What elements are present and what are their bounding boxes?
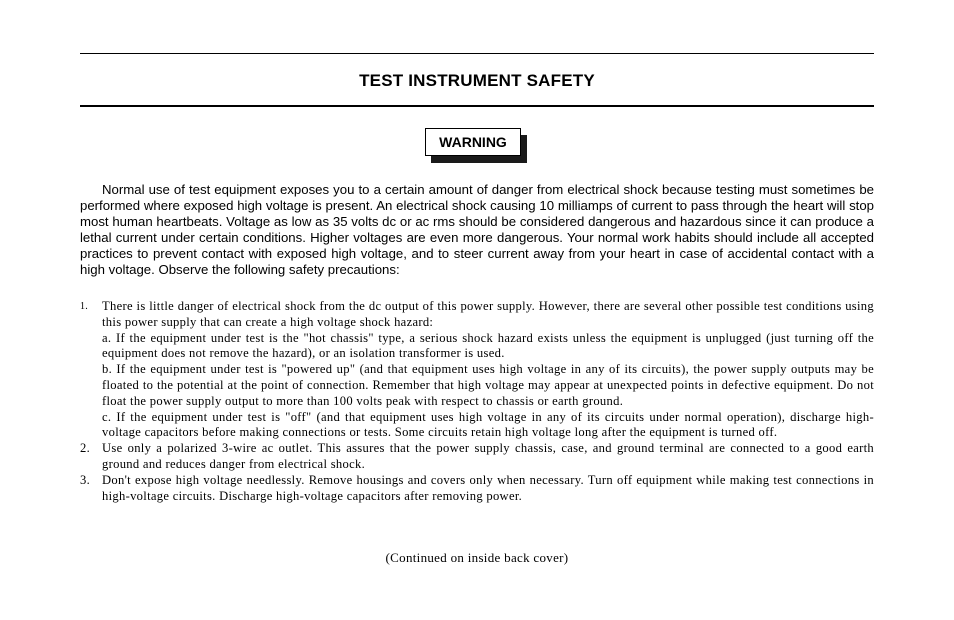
subitem-text: a. If the equipment under test is the "hot chassis" type, a serious shock hazard exists unless the equipment is unplugged (just turning off the equipment does not remove the hazard), or an isolation transformer is used. [102, 330, 874, 361]
item-number: 3. [80, 472, 91, 487]
item-text: Use only a polarized 3-wire ac outlet. This assures that the power supply chassis, case, and ground terminal are connected to a good earth ground and reduces danger from electrical shock. [102, 441, 874, 471]
list-item [80, 299, 874, 441]
subitem-text: c. If the equipment under test is "off" (and that equipment uses high voltage in any of its circuits under normal operation), discharge high-voltage capacitors before making connections or tests. Some circuits retain high voltage long after the equipment is turned off. [102, 409, 874, 440]
item-text: Don't expose high voltage needlessly. Remove housings and covers only when necessary. Turn off equipment while making test connections in high-voltage circuits. Discharge high-voltage capacitors after removing power. [102, 472, 874, 503]
warning-badge [425, 128, 527, 164]
page-title: TEST INSTRUMENT SAFETY [359, 71, 595, 90]
title-bottom-rule [80, 105, 874, 107]
subitem-text: b. If the equipment under test is "powered up" (and that equipment uses high voltage in any of its circuits), the power supply outputs may be floated to the potential at the point of connection. Remember that high voltage may appear at unexpected points in defective equipment. Do not float the power supply output to more than 100 volts peak with respect to chassis or earth ground. [102, 362, 874, 408]
continued-note: (Continued on inside back cover) [385, 550, 569, 565]
item-number: 1. [80, 301, 89, 312]
precautions-list [80, 299, 874, 504]
intro-paragraph: Normal use of test equipment exposes you to a certain amount of danger from electrical shock because testing must sometimes be performed where exposed high voltage is present. An electrical shock causing 10 milliamps of current to pass through the heart will stop most human heartbeats. Voltage as low as 35 volts dc or ac rms should be considered dangerous and hazardous since it can produce a lethal current under certain conditions. Higher voltages are even more dangerous. Your normal work habits should include all accepted practices to prevent contact with exposed high voltage, and to steer current away from your heart in case of accidental contact with a high voltage. Observe the following safety precautions: [80, 182, 874, 277]
item-number: 2. [80, 441, 91, 456]
warning-label: WARNING [425, 128, 521, 156]
item-text: There is little danger of electrical shock from the dc output of this power supply. However, there are several other possible test conditions using this power supply that can create a high voltage shock hazard: [102, 299, 874, 329]
list-item [80, 473, 874, 505]
top-rule [80, 53, 874, 54]
list-item [80, 441, 874, 473]
